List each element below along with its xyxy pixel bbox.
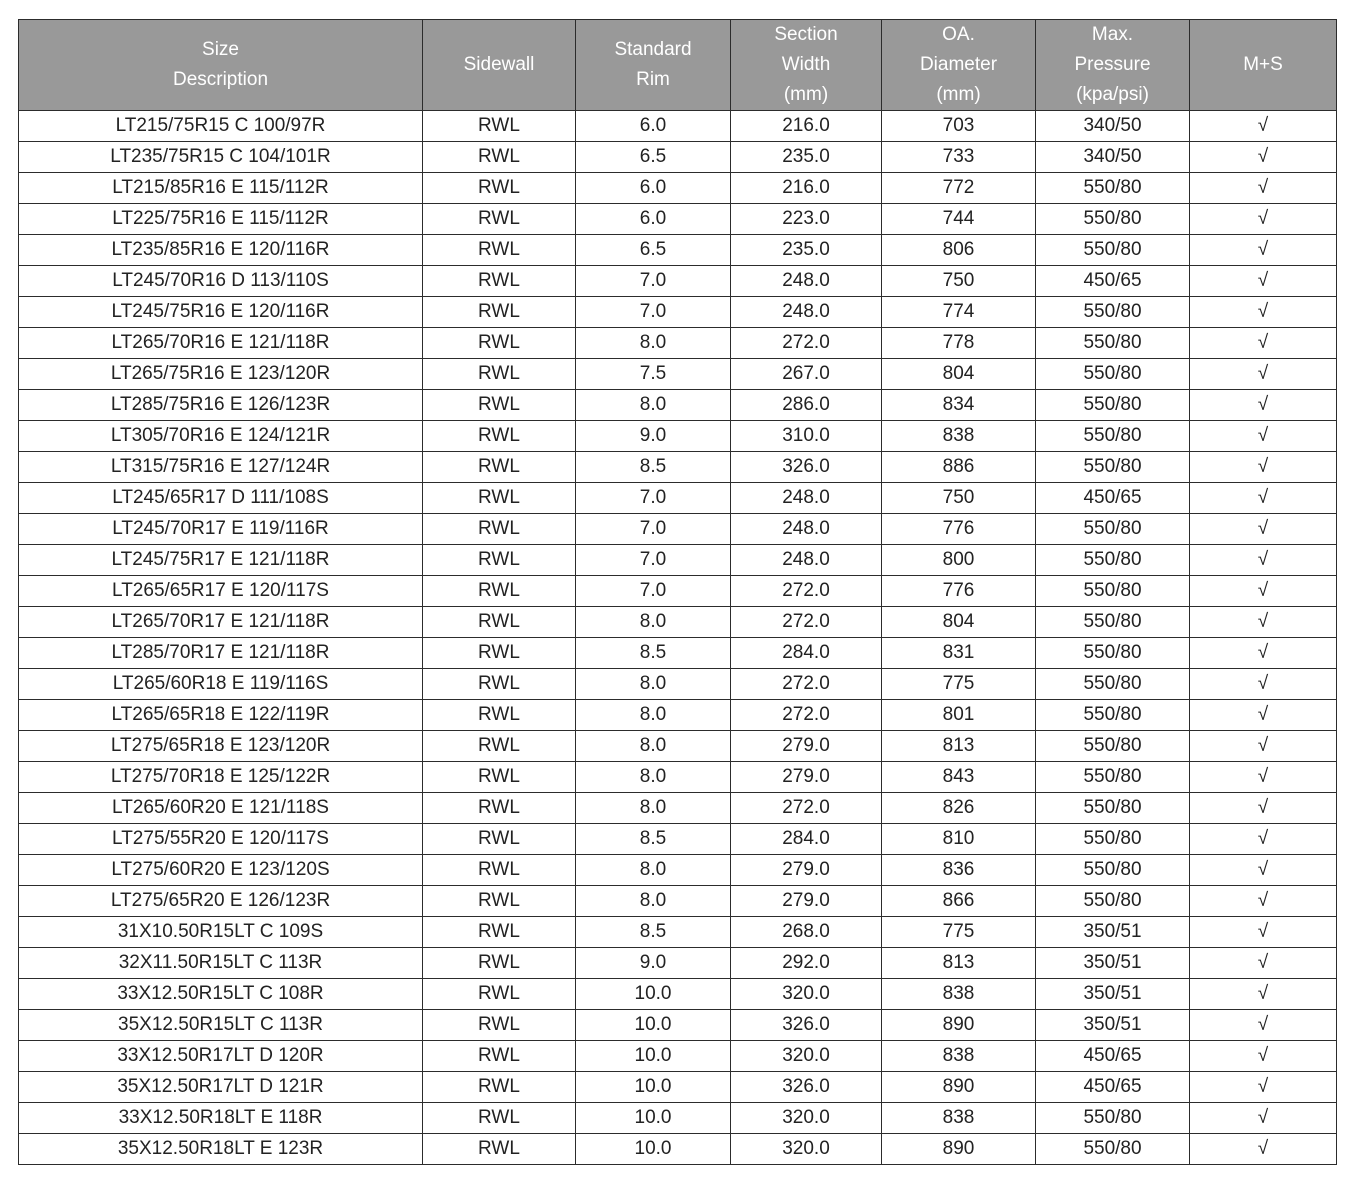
cell-ms: √ xyxy=(1190,824,1337,855)
cell-ms: √ xyxy=(1190,328,1337,359)
cell-width: 272.0 xyxy=(731,793,882,824)
cell-rim: 8.5 xyxy=(576,452,731,483)
cell-pressure: 550/80 xyxy=(1036,576,1190,607)
header-row xyxy=(19,20,1337,111)
cell-pressure: 550/80 xyxy=(1036,421,1190,452)
column-header-line: Size xyxy=(202,39,239,60)
cell-width: 216.0 xyxy=(731,111,882,142)
cell-rim: 6.5 xyxy=(576,142,731,173)
cell-sidewall: RWL xyxy=(423,576,576,607)
cell-pressure: 550/80 xyxy=(1036,204,1190,235)
cell-width: 320.0 xyxy=(731,979,882,1010)
table-row xyxy=(19,1072,1337,1103)
table-row xyxy=(19,235,1337,266)
cell-rim: 8.0 xyxy=(576,700,731,731)
table-row xyxy=(19,576,1337,607)
cell-rim: 9.0 xyxy=(576,948,731,979)
column-header-line: (mm) xyxy=(936,84,981,105)
cell-width: 284.0 xyxy=(731,824,882,855)
cell-rim: 8.0 xyxy=(576,390,731,421)
cell-diameter: 838 xyxy=(882,979,1036,1010)
cell-ms: √ xyxy=(1190,142,1337,173)
column-header-line: Description xyxy=(172,69,269,90)
cell-diameter: 750 xyxy=(882,266,1036,297)
cell-width: 272.0 xyxy=(731,700,882,731)
cell-diameter: 703 xyxy=(882,111,1036,142)
cell-rim: 8.5 xyxy=(576,917,731,948)
cell-ms: √ xyxy=(1190,638,1337,669)
cell-pressure: 550/80 xyxy=(1036,638,1190,669)
table-row xyxy=(19,638,1337,669)
cell-width: 272.0 xyxy=(731,328,882,359)
cell-size: 33X12.50R18LT E 118R xyxy=(19,1103,423,1134)
cell-size: LT265/70R16 E 121/118R xyxy=(19,328,423,359)
column-header-line: M+S xyxy=(1243,54,1283,75)
cell-ms: √ xyxy=(1190,979,1337,1010)
cell-diameter: 775 xyxy=(882,669,1036,700)
table-row xyxy=(19,483,1337,514)
cell-diameter: 826 xyxy=(882,793,1036,824)
cell-width: 279.0 xyxy=(731,855,882,886)
cell-rim: 7.5 xyxy=(576,359,731,390)
cell-diameter: 831 xyxy=(882,638,1036,669)
cell-size: LT235/85R16 E 120/116R xyxy=(19,235,423,266)
cell-diameter: 774 xyxy=(882,297,1036,328)
cell-rim: 7.0 xyxy=(576,545,731,576)
cell-diameter: 843 xyxy=(882,762,1036,793)
cell-ms: √ xyxy=(1190,1072,1337,1103)
table-row xyxy=(19,390,1337,421)
cell-pressure: 450/65 xyxy=(1036,266,1190,297)
cell-ms: √ xyxy=(1190,948,1337,979)
cell-diameter: 890 xyxy=(882,1134,1036,1165)
column-header-line: (kpa/psi) xyxy=(1076,84,1149,105)
cell-size: 33X12.50R17LT D 120R xyxy=(19,1041,423,1072)
cell-sidewall: RWL xyxy=(423,142,576,173)
cell-rim: 7.0 xyxy=(576,576,731,607)
cell-rim: 7.0 xyxy=(576,514,731,545)
cell-size: LT245/70R16 D 113/110S xyxy=(19,266,423,297)
cell-size: LT275/65R18 E 123/120R xyxy=(19,731,423,762)
table-row xyxy=(19,328,1337,359)
cell-ms: √ xyxy=(1190,545,1337,576)
cell-diameter: 810 xyxy=(882,824,1036,855)
column-header-pressure xyxy=(1036,20,1190,111)
table-row xyxy=(19,452,1337,483)
cell-size: LT215/75R15 C 100/97R xyxy=(19,111,423,142)
cell-pressure: 450/65 xyxy=(1036,483,1190,514)
cell-ms: √ xyxy=(1190,700,1337,731)
cell-size: LT265/70R17 E 121/118R xyxy=(19,607,423,638)
cell-diameter: 890 xyxy=(882,1010,1036,1041)
cell-rim: 8.0 xyxy=(576,328,731,359)
column-header-line: Rim xyxy=(636,69,670,90)
cell-width: 248.0 xyxy=(731,266,882,297)
cell-width: 216.0 xyxy=(731,173,882,204)
cell-diameter: 838 xyxy=(882,1041,1036,1072)
column-header-ms xyxy=(1190,20,1337,111)
table-row xyxy=(19,979,1337,1010)
cell-size: LT265/75R16 E 123/120R xyxy=(19,359,423,390)
cell-rim: 6.0 xyxy=(576,111,731,142)
cell-sidewall: RWL xyxy=(423,669,576,700)
cell-width: 248.0 xyxy=(731,514,882,545)
column-header-width xyxy=(731,20,882,111)
cell-size: LT215/85R16 E 115/112R xyxy=(19,173,423,204)
cell-ms: √ xyxy=(1190,359,1337,390)
cell-pressure: 450/65 xyxy=(1036,1041,1190,1072)
table-row xyxy=(19,917,1337,948)
cell-pressure: 350/51 xyxy=(1036,1010,1190,1041)
cell-rim: 10.0 xyxy=(576,1134,731,1165)
cell-rim: 6.0 xyxy=(576,204,731,235)
cell-pressure: 350/51 xyxy=(1036,948,1190,979)
cell-ms: √ xyxy=(1190,793,1337,824)
table-row xyxy=(19,266,1337,297)
cell-sidewall: RWL xyxy=(423,328,576,359)
cell-ms: √ xyxy=(1190,266,1337,297)
cell-rim: 6.5 xyxy=(576,235,731,266)
cell-diameter: 806 xyxy=(882,235,1036,266)
cell-rim: 7.0 xyxy=(576,483,731,514)
table-row xyxy=(19,111,1337,142)
cell-sidewall: RWL xyxy=(423,452,576,483)
table-row xyxy=(19,669,1337,700)
cell-width: 320.0 xyxy=(731,1041,882,1072)
cell-sidewall: RWL xyxy=(423,359,576,390)
cell-sidewall: RWL xyxy=(423,607,576,638)
cell-pressure: 550/80 xyxy=(1036,1103,1190,1134)
table-row xyxy=(19,359,1337,390)
cell-sidewall: RWL xyxy=(423,204,576,235)
cell-sidewall: RWL xyxy=(423,700,576,731)
cell-size: LT245/75R16 E 120/116R xyxy=(19,297,423,328)
cell-width: 248.0 xyxy=(731,545,882,576)
cell-pressure: 550/80 xyxy=(1036,669,1190,700)
cell-pressure: 550/80 xyxy=(1036,886,1190,917)
cell-diameter: 886 xyxy=(882,452,1036,483)
cell-size: LT275/60R20 E 123/120S xyxy=(19,855,423,886)
cell-diameter: 804 xyxy=(882,359,1036,390)
column-header-line: Max. xyxy=(1091,24,1134,45)
cell-width: 279.0 xyxy=(731,731,882,762)
cell-sidewall: RWL xyxy=(423,390,576,421)
cell-diameter: 800 xyxy=(882,545,1036,576)
cell-rim: 10.0 xyxy=(576,1010,731,1041)
cell-ms: √ xyxy=(1190,483,1337,514)
cell-sidewall: RWL xyxy=(423,886,576,917)
cell-width: 292.0 xyxy=(731,948,882,979)
cell-pressure: 550/80 xyxy=(1036,514,1190,545)
cell-diameter: 733 xyxy=(882,142,1036,173)
cell-diameter: 838 xyxy=(882,1103,1036,1134)
cell-diameter: 866 xyxy=(882,886,1036,917)
cell-width: 320.0 xyxy=(731,1103,882,1134)
cell-sidewall: RWL xyxy=(423,421,576,452)
table-row xyxy=(19,514,1337,545)
cell-diameter: 778 xyxy=(882,328,1036,359)
cell-size: LT275/55R20 E 120/117S xyxy=(19,824,423,855)
cell-diameter: 813 xyxy=(882,948,1036,979)
cell-diameter: 890 xyxy=(882,1072,1036,1103)
cell-width: 326.0 xyxy=(731,1072,882,1103)
cell-rim: 6.0 xyxy=(576,173,731,204)
cell-size: LT265/60R20 E 121/118S xyxy=(19,793,423,824)
cell-width: 286.0 xyxy=(731,390,882,421)
cell-width: 267.0 xyxy=(731,359,882,390)
tire-spec-table xyxy=(18,19,1337,1165)
column-header-line: (mm) xyxy=(783,84,829,105)
cell-width: 272.0 xyxy=(731,607,882,638)
table-row xyxy=(19,886,1337,917)
cell-width: 284.0 xyxy=(731,638,882,669)
cell-rim: 8.0 xyxy=(576,607,731,638)
cell-width: 268.0 xyxy=(731,917,882,948)
cell-width: 248.0 xyxy=(731,297,882,328)
cell-rim: 8.0 xyxy=(576,762,731,793)
cell-rim: 7.0 xyxy=(576,297,731,328)
cell-ms: √ xyxy=(1190,452,1337,483)
cell-size: LT305/70R16 E 124/121R xyxy=(19,421,423,452)
cell-size: 31X10.50R15LT C 109S xyxy=(19,917,423,948)
cell-size: 32X11.50R15LT C 113R xyxy=(19,948,423,979)
column-header-sidewall xyxy=(423,20,576,111)
cell-pressure: 550/80 xyxy=(1036,1134,1190,1165)
column-header-line: Pressure xyxy=(1074,54,1151,75)
cell-sidewall: RWL xyxy=(423,1072,576,1103)
column-header-rim xyxy=(576,20,731,111)
cell-rim: 8.5 xyxy=(576,638,731,669)
cell-pressure: 350/51 xyxy=(1036,979,1190,1010)
table-body xyxy=(19,111,1337,1165)
cell-pressure: 550/80 xyxy=(1036,545,1190,576)
column-header-line: Width xyxy=(781,54,831,75)
column-header-line: Diameter xyxy=(919,54,998,75)
cell-rim: 8.5 xyxy=(576,824,731,855)
cell-sidewall: RWL xyxy=(423,1041,576,1072)
cell-size: LT265/60R18 E 119/116S xyxy=(19,669,423,700)
table-row xyxy=(19,793,1337,824)
cell-width: 272.0 xyxy=(731,576,882,607)
cell-diameter: 776 xyxy=(882,576,1036,607)
cell-sidewall: RWL xyxy=(423,1103,576,1134)
cell-size: LT235/75R15 C 104/101R xyxy=(19,142,423,173)
column-header-size xyxy=(19,20,423,111)
cell-pressure: 550/80 xyxy=(1036,607,1190,638)
cell-pressure: 550/80 xyxy=(1036,328,1190,359)
cell-diameter: 750 xyxy=(882,483,1036,514)
cell-pressure: 550/80 xyxy=(1036,390,1190,421)
cell-pressure: 450/65 xyxy=(1036,1072,1190,1103)
cell-pressure: 340/50 xyxy=(1036,111,1190,142)
cell-pressure: 550/80 xyxy=(1036,762,1190,793)
cell-pressure: 550/80 xyxy=(1036,731,1190,762)
cell-width: 326.0 xyxy=(731,1010,882,1041)
cell-pressure: 550/80 xyxy=(1036,173,1190,204)
cell-sidewall: RWL xyxy=(423,638,576,669)
cell-pressure: 550/80 xyxy=(1036,359,1190,390)
cell-size: LT245/75R17 E 121/118R xyxy=(19,545,423,576)
cell-width: 235.0 xyxy=(731,235,882,266)
cell-diameter: 804 xyxy=(882,607,1036,638)
table-row xyxy=(19,762,1337,793)
cell-sidewall: RWL xyxy=(423,173,576,204)
cell-size: LT265/65R17 E 120/117S xyxy=(19,576,423,607)
cell-rim: 8.0 xyxy=(576,731,731,762)
table-row xyxy=(19,204,1337,235)
table-row xyxy=(19,855,1337,886)
cell-diameter: 776 xyxy=(882,514,1036,545)
cell-pressure: 550/80 xyxy=(1036,297,1190,328)
cell-diameter: 836 xyxy=(882,855,1036,886)
column-header-line: OA. xyxy=(942,24,975,45)
cell-sidewall: RWL xyxy=(423,793,576,824)
table-row xyxy=(19,1103,1337,1134)
cell-sidewall: RWL xyxy=(423,111,576,142)
cell-ms: √ xyxy=(1190,731,1337,762)
cell-size: 35X12.50R17LT D 121R xyxy=(19,1072,423,1103)
cell-rim: 9.0 xyxy=(576,421,731,452)
cell-diameter: 775 xyxy=(882,917,1036,948)
table-row xyxy=(19,1134,1337,1165)
table-header xyxy=(19,20,1337,111)
cell-diameter: 772 xyxy=(882,173,1036,204)
cell-ms: √ xyxy=(1190,669,1337,700)
cell-rim: 10.0 xyxy=(576,1041,731,1072)
cell-sidewall: RWL xyxy=(423,514,576,545)
cell-ms: √ xyxy=(1190,1041,1337,1072)
cell-ms: √ xyxy=(1190,607,1337,638)
column-header-line: Sidewall xyxy=(463,54,535,75)
cell-width: 272.0 xyxy=(731,669,882,700)
cell-pressure: 550/80 xyxy=(1036,235,1190,266)
cell-pressure: 550/80 xyxy=(1036,824,1190,855)
cell-rim: 10.0 xyxy=(576,979,731,1010)
cell-sidewall: RWL xyxy=(423,731,576,762)
cell-size: LT245/70R17 E 119/116R xyxy=(19,514,423,545)
cell-pressure: 340/50 xyxy=(1036,142,1190,173)
cell-diameter: 813 xyxy=(882,731,1036,762)
cell-size: LT285/70R17 E 121/118R xyxy=(19,638,423,669)
cell-width: 279.0 xyxy=(731,762,882,793)
table-row xyxy=(19,824,1337,855)
cell-pressure: 350/51 xyxy=(1036,917,1190,948)
table-row xyxy=(19,607,1337,638)
table-row xyxy=(19,1041,1337,1072)
table-row xyxy=(19,545,1337,576)
cell-diameter: 838 xyxy=(882,421,1036,452)
table-row xyxy=(19,1010,1337,1041)
cell-ms: √ xyxy=(1190,917,1337,948)
cell-ms: √ xyxy=(1190,297,1337,328)
cell-ms: √ xyxy=(1190,1010,1337,1041)
cell-sidewall: RWL xyxy=(423,545,576,576)
cell-size: LT315/75R16 E 127/124R xyxy=(19,452,423,483)
cell-sidewall: RWL xyxy=(423,1010,576,1041)
cell-ms: √ xyxy=(1190,514,1337,545)
cell-ms: √ xyxy=(1190,204,1337,235)
cell-rim: 10.0 xyxy=(576,1103,731,1134)
cell-ms: √ xyxy=(1190,576,1337,607)
cell-size: 33X12.50R15LT C 108R xyxy=(19,979,423,1010)
cell-rim: 8.0 xyxy=(576,855,731,886)
cell-ms: √ xyxy=(1190,390,1337,421)
table-row xyxy=(19,421,1337,452)
cell-sidewall: RWL xyxy=(423,483,576,514)
cell-width: 223.0 xyxy=(731,204,882,235)
cell-ms: √ xyxy=(1190,421,1337,452)
cell-rim: 7.0 xyxy=(576,266,731,297)
cell-ms: √ xyxy=(1190,173,1337,204)
cell-width: 320.0 xyxy=(731,1134,882,1165)
cell-size: LT275/70R18 E 125/122R xyxy=(19,762,423,793)
column-header-diameter xyxy=(882,20,1036,111)
cell-ms: √ xyxy=(1190,855,1337,886)
cell-pressure: 550/80 xyxy=(1036,700,1190,731)
cell-width: 310.0 xyxy=(731,421,882,452)
column-header-line: Section xyxy=(774,24,838,45)
cell-pressure: 550/80 xyxy=(1036,793,1190,824)
cell-sidewall: RWL xyxy=(423,824,576,855)
cell-width: 235.0 xyxy=(731,142,882,173)
cell-width: 326.0 xyxy=(731,452,882,483)
cell-ms: √ xyxy=(1190,886,1337,917)
cell-size: LT285/75R16 E 126/123R xyxy=(19,390,423,421)
table-row xyxy=(19,731,1337,762)
cell-rim: 10.0 xyxy=(576,1072,731,1103)
cell-size: 35X12.50R18LT E 123R xyxy=(19,1134,423,1165)
cell-pressure: 550/80 xyxy=(1036,855,1190,886)
table-row xyxy=(19,297,1337,328)
cell-size: LT225/75R16 E 115/112R xyxy=(19,204,423,235)
cell-ms: √ xyxy=(1190,1134,1337,1165)
cell-sidewall: RWL xyxy=(423,917,576,948)
cell-sidewall: RWL xyxy=(423,948,576,979)
cell-diameter: 744 xyxy=(882,204,1036,235)
cell-ms: √ xyxy=(1190,762,1337,793)
cell-size: LT245/65R17 D 111/108S xyxy=(19,483,423,514)
cell-sidewall: RWL xyxy=(423,1134,576,1165)
cell-ms: √ xyxy=(1190,1103,1337,1134)
cell-size: LT275/65R20 E 126/123R xyxy=(19,886,423,917)
cell-width: 279.0 xyxy=(731,886,882,917)
column-header-line: Standard xyxy=(614,39,692,60)
cell-sidewall: RWL xyxy=(423,297,576,328)
cell-size: LT265/65R18 E 122/119R xyxy=(19,700,423,731)
table-row xyxy=(19,142,1337,173)
cell-sidewall: RWL xyxy=(423,266,576,297)
table-row xyxy=(19,700,1337,731)
cell-pressure: 550/80 xyxy=(1036,452,1190,483)
cell-sidewall: RWL xyxy=(423,855,576,886)
cell-ms: √ xyxy=(1190,235,1337,266)
cell-rim: 8.0 xyxy=(576,886,731,917)
cell-width: 248.0 xyxy=(731,483,882,514)
cell-size: 35X12.50R15LT C 113R xyxy=(19,1010,423,1041)
cell-ms: √ xyxy=(1190,111,1337,142)
cell-rim: 8.0 xyxy=(576,793,731,824)
cell-sidewall: RWL xyxy=(423,979,576,1010)
cell-diameter: 834 xyxy=(882,390,1036,421)
cell-sidewall: RWL xyxy=(423,762,576,793)
cell-rim: 8.0 xyxy=(576,669,731,700)
table-row xyxy=(19,173,1337,204)
table-row xyxy=(19,948,1337,979)
cell-sidewall: RWL xyxy=(423,235,576,266)
cell-diameter: 801 xyxy=(882,700,1036,731)
